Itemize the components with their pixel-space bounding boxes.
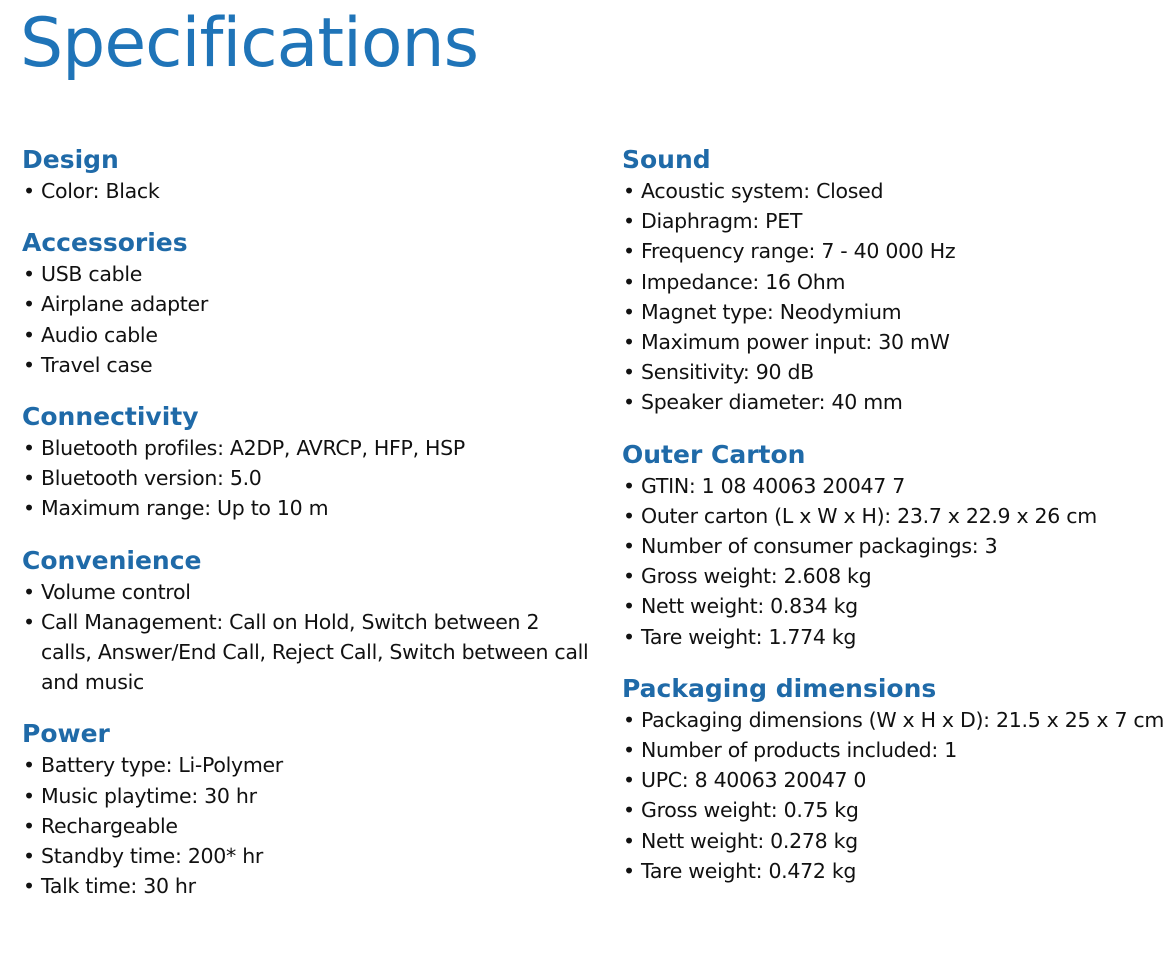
- bullet-icon: •: [23, 579, 35, 604]
- section-heading: Outer Carton: [622, 439, 806, 469]
- spec-item: [22, 463, 592, 493]
- bullet-icon: •: [23, 783, 35, 808]
- spec-item: [622, 206, 1172, 236]
- bullet-icon: •: [623, 503, 635, 528]
- bullet-icon: •: [23, 813, 35, 838]
- bullet-icon: •: [23, 352, 35, 377]
- spec-item: [622, 856, 1172, 886]
- spec-item-text: Audio cable: [41, 322, 158, 347]
- spec-list: [22, 750, 592, 901]
- spec-item-text: Gross weight: 2.608 kg: [641, 564, 872, 589]
- bullet-icon: •: [23, 609, 35, 634]
- spec-item: [622, 176, 1172, 206]
- section-outer-carton: [622, 438, 1172, 652]
- spec-item-text: Maximum power input: 30 mW: [641, 330, 950, 355]
- spec-item-text: Talk time: 30 hr: [41, 874, 196, 899]
- spec-item-text: Gross weight: 0.75 kg: [641, 798, 859, 823]
- bullet-icon: •: [623, 269, 635, 294]
- bullet-icon: •: [623, 738, 635, 763]
- spec-item: [22, 607, 592, 698]
- bullet-icon: •: [23, 179, 35, 203]
- bullet-icon: •: [23, 753, 35, 778]
- section-heading: Sound: [622, 145, 711, 174]
- page-title: Specifications: [20, 4, 479, 83]
- section-connectivity: [22, 400, 592, 524]
- spec-item: [622, 591, 1172, 621]
- spec-item-text: Tare weight: 1.774 kg: [641, 624, 857, 649]
- bullet-icon: •: [623, 299, 635, 324]
- bullet-icon: •: [23, 466, 35, 491]
- spec-item: [622, 705, 1172, 735]
- spec-item: [622, 561, 1172, 591]
- spec-item-text: Sensitivity: 90 dB: [641, 360, 814, 385]
- bullet-icon: •: [623, 798, 635, 823]
- spec-item-text: Bluetooth version: 5.0: [41, 466, 262, 491]
- spec-item: [622, 531, 1172, 561]
- spec-item: [22, 259, 592, 289]
- spec-item-text: Acoustic system: Closed: [641, 179, 884, 203]
- spec-list: [22, 176, 592, 206]
- spec-item: [622, 826, 1172, 856]
- spec-item-text: Packaging dimensions (W x H x D): 21.5 x 25 x 7 cm: [641, 707, 1165, 732]
- spec-item-text: Call Management: Call on Hold, Switch between 2 calls, Answer/End Call, Reject Call, Switch between call and music: [41, 609, 589, 695]
- spec-list: [22, 577, 592, 698]
- bullet-icon: •: [623, 707, 635, 732]
- left-column: [22, 143, 592, 921]
- spec-item-text: Color: Black: [41, 179, 160, 203]
- bullet-icon: •: [623, 594, 635, 619]
- section-packaging-dimensions: [622, 672, 1172, 886]
- bullet-icon: •: [623, 360, 635, 385]
- spec-list: [622, 176, 1172, 418]
- right-column: [622, 143, 1172, 906]
- section-sound: [622, 143, 1172, 418]
- spec-item: [22, 350, 592, 380]
- spec-item: [622, 501, 1172, 531]
- bullet-icon: •: [23, 496, 35, 521]
- section-accessories: [22, 226, 592, 380]
- bullet-icon: •: [623, 828, 635, 853]
- bullet-icon: •: [623, 239, 635, 264]
- spec-item: [622, 297, 1172, 327]
- spec-item: [622, 735, 1172, 765]
- spec-item-text: Frequency range: 7 - 40 000 Hz: [641, 239, 956, 264]
- spec-item: [22, 811, 592, 841]
- section-design: [22, 143, 592, 206]
- spec-item: [622, 327, 1172, 357]
- spec-item: [622, 765, 1172, 795]
- spec-item: [22, 176, 592, 206]
- bullet-icon: •: [623, 768, 635, 793]
- bullet-icon: •: [23, 436, 35, 461]
- section-convenience: [22, 544, 592, 698]
- spec-item-text: Battery type: Li-Polymer: [41, 753, 283, 778]
- spec-item-text: Speaker diameter: 40 mm: [641, 390, 903, 415]
- spec-item-text: Diaphragm: PET: [641, 209, 803, 234]
- spec-item: [22, 781, 592, 811]
- spec-item: [622, 387, 1172, 417]
- bullet-icon: •: [623, 624, 635, 649]
- bullet-icon: •: [23, 262, 35, 287]
- spec-item-text: Travel case: [41, 352, 153, 377]
- bullet-icon: •: [623, 179, 635, 203]
- spec-item-text: Tare weight: 0.472 kg: [641, 858, 857, 883]
- spec-item: [622, 236, 1172, 266]
- spec-item-text: Rechargeable: [41, 813, 178, 838]
- section-heading: Convenience: [22, 545, 202, 575]
- bullet-icon: •: [623, 390, 635, 415]
- spec-item-text: Standby time: 200* hr: [41, 844, 264, 869]
- spec-item-text: Number of consumer packagings: 3: [641, 534, 998, 559]
- spec-item-text: USB cable: [41, 262, 143, 287]
- spec-list: [622, 705, 1172, 886]
- spec-item: [22, 577, 592, 607]
- spec-item: [22, 841, 592, 871]
- spec-item: [22, 320, 592, 350]
- section-heading: Power: [22, 719, 110, 749]
- spec-item-text: Number of products included: 1: [641, 738, 957, 763]
- spec-item-text: Nett weight: 0.278 kg: [641, 828, 858, 853]
- spec-item-text: GTIN: 1 08 40063 20047 7: [641, 473, 905, 498]
- spec-item: [22, 871, 592, 901]
- bullet-icon: •: [623, 330, 635, 355]
- section-heading: Packaging dimensions: [622, 673, 937, 703]
- spec-list: [22, 259, 592, 380]
- spec-item: [622, 795, 1172, 825]
- spec-item-text: Airplane adapter: [41, 292, 208, 317]
- spec-item-text: Impedance: 16 Ohm: [641, 269, 846, 294]
- bullet-icon: •: [623, 473, 635, 498]
- section-power: [22, 717, 592, 901]
- bullet-icon: •: [23, 844, 35, 869]
- section-heading: Connectivity: [22, 402, 199, 432]
- bullet-icon: •: [623, 534, 635, 559]
- bullet-icon: •: [623, 564, 635, 589]
- bullet-icon: •: [23, 322, 35, 347]
- spec-item: [22, 493, 592, 523]
- spec-item-text: Nett weight: 0.834 kg: [641, 594, 858, 619]
- bullet-icon: •: [623, 209, 635, 234]
- spec-item: [22, 750, 592, 780]
- spec-item-text: Music playtime: 30 hr: [41, 783, 257, 808]
- spec-item-text: Maximum range: Up to 10 m: [41, 496, 329, 521]
- bullet-icon: •: [623, 858, 635, 883]
- spec-item-text: UPC: 8 40063 20047 0: [641, 768, 867, 793]
- spec-item-text: Magnet type: Neodymium: [641, 299, 902, 324]
- bullet-icon: •: [23, 292, 35, 317]
- bullet-icon: •: [23, 874, 35, 899]
- spec-item: [22, 289, 592, 319]
- spec-item: [22, 433, 592, 463]
- spec-list: [22, 433, 592, 524]
- spec-item-text: Outer carton (L x W x H): 23.7 x 22.9 x 26 cm: [641, 503, 1097, 528]
- spec-item: [622, 267, 1172, 297]
- spec-item-text: Volume control: [41, 579, 191, 604]
- spec-item: [622, 357, 1172, 387]
- spec-item: [622, 622, 1172, 652]
- spec-list: [622, 471, 1172, 652]
- section-heading: Accessories: [22, 228, 188, 258]
- section-heading: Design: [22, 145, 119, 174]
- spec-item-text: Bluetooth profiles: A2DP, AVRCP, HFP, HSP: [41, 436, 465, 461]
- spec-item: [622, 471, 1172, 501]
